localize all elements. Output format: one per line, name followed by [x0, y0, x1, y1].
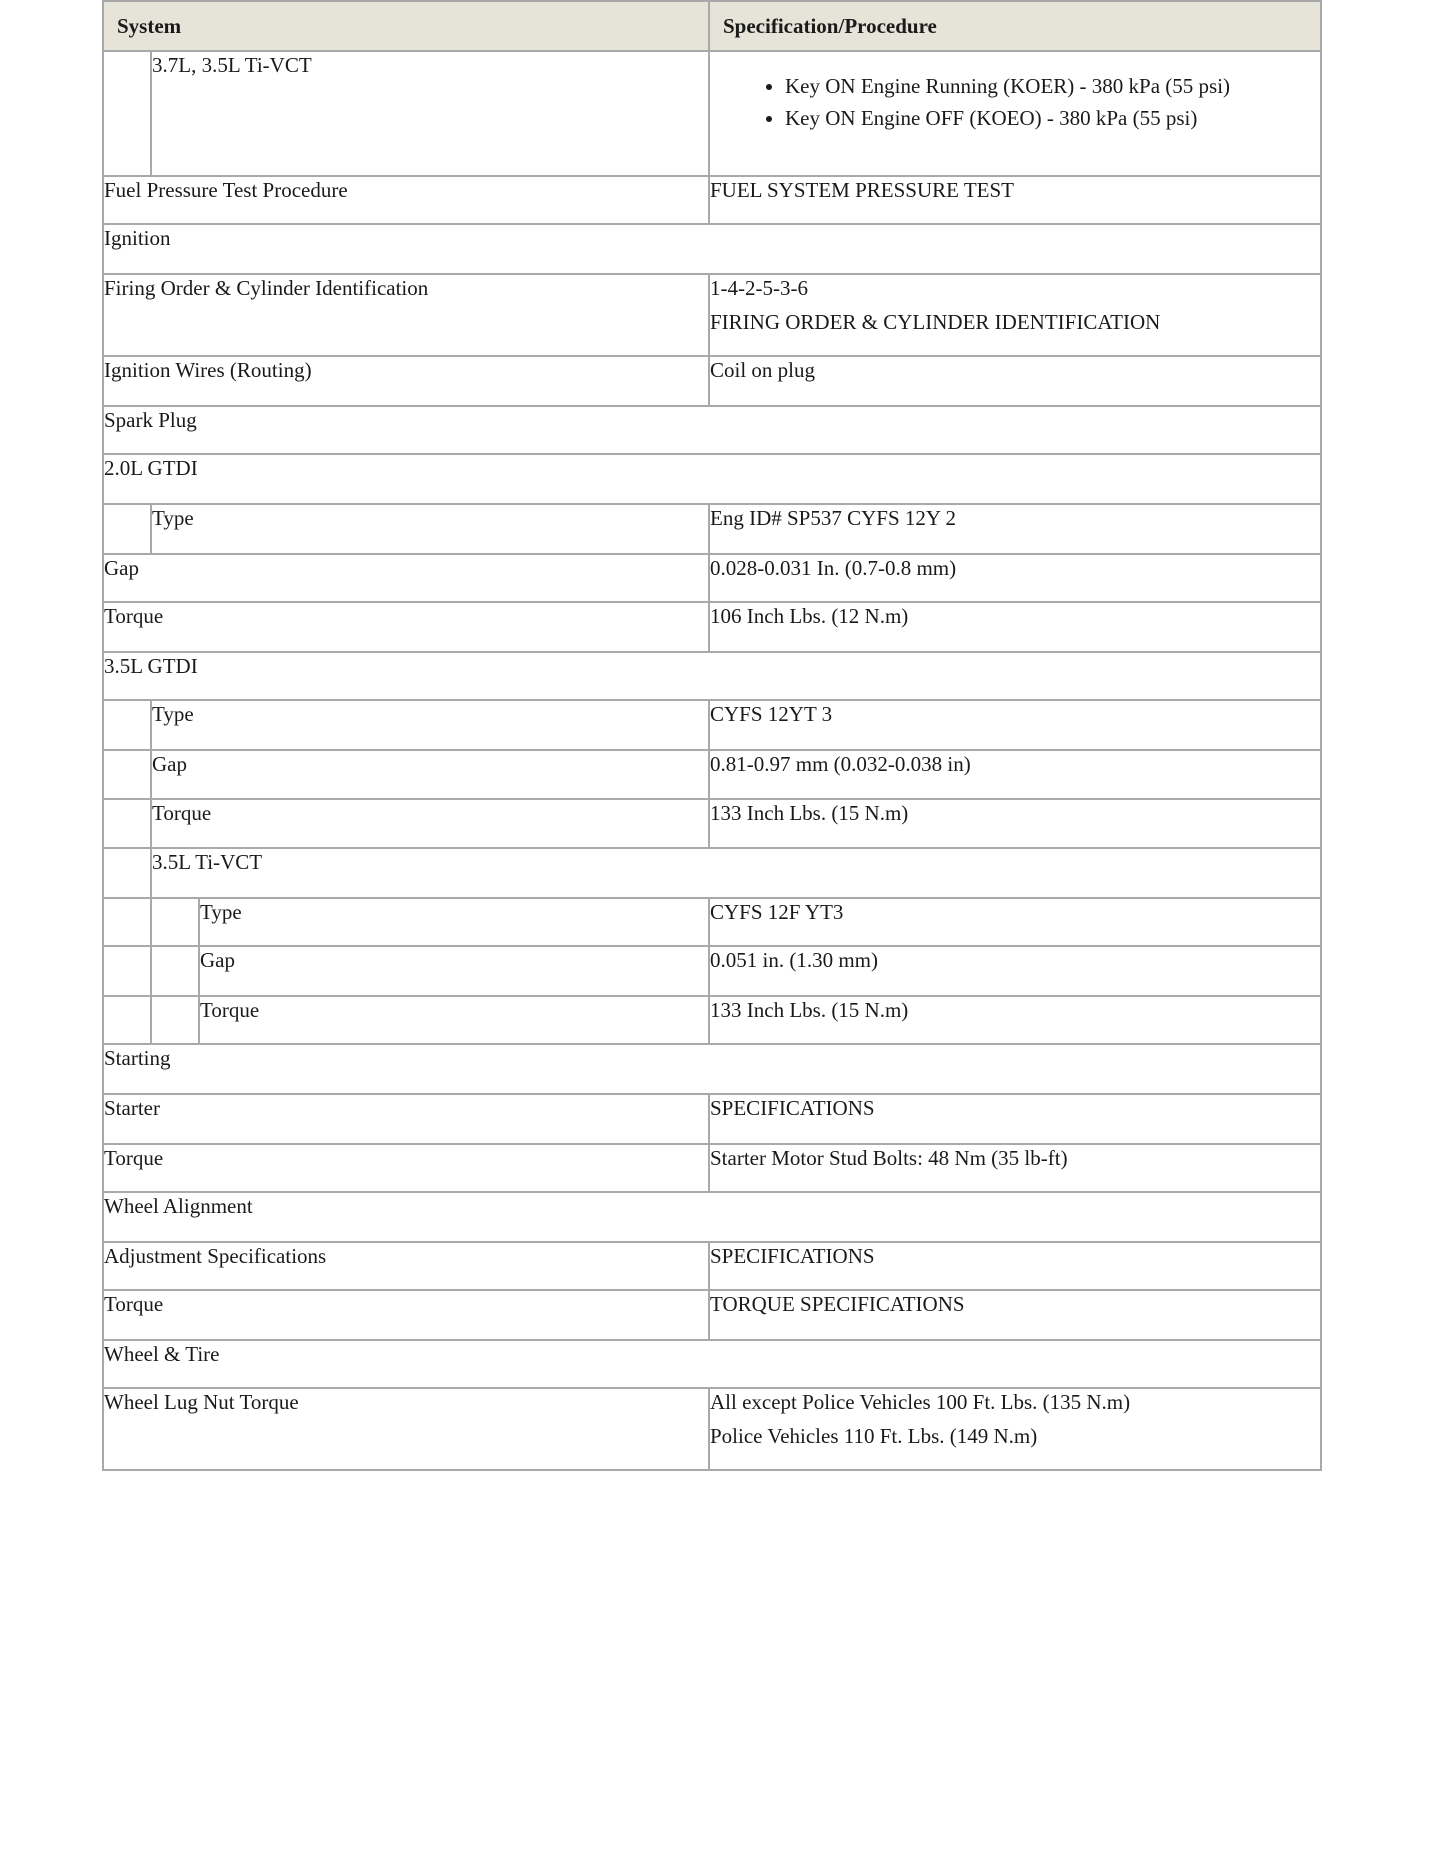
section-row-starting	[103, 1044, 1321, 1094]
spec-label: Type	[151, 504, 709, 554]
table-row	[103, 176, 1321, 224]
adjustment-label: Adjustment Specifications	[103, 1242, 709, 1290]
alignment-torque-link[interactable]: TORQUE SPECIFICATIONS	[709, 1290, 1321, 1340]
table-row	[103, 504, 1321, 554]
table-row	[103, 799, 1321, 848]
section-title: Spark Plug	[103, 406, 1321, 454]
starter-label: Starter	[103, 1094, 709, 1144]
spec-value: 106 Inch Lbs. (12 N.m)	[709, 602, 1321, 652]
table-row	[103, 1242, 1321, 1290]
table-row	[103, 946, 1321, 996]
firing-order-value	[709, 274, 1321, 356]
starter-torque-label: Torque	[103, 1144, 709, 1192]
engine-label: 2.0L GTDI	[103, 454, 1321, 504]
table-row	[103, 700, 1321, 750]
fuel-test-procedure-link[interactable]: FUEL SYSTEM PRESSURE TEST	[709, 176, 1321, 224]
table-row	[103, 602, 1321, 652]
engine-label: 3.5L Ti-VCT	[151, 848, 1321, 898]
alignment-torque-label: Torque	[103, 1290, 709, 1340]
list-item: • Key ON Engine Running (KOER) - 380 kPa (55 psi)	[785, 70, 1320, 102]
spec-label: Gap	[151, 750, 709, 799]
spec-value: CYFS 12F YT3	[709, 898, 1321, 946]
engine-label: 3.7L, 3.5L Ti-VCT	[151, 51, 709, 176]
firing-order-sequence: 1-4-2-5-3-6	[710, 276, 808, 300]
specifications-table	[102, 0, 1322, 1471]
section-title: Ignition	[103, 224, 1321, 274]
firing-order-link[interactable]: FIRING ORDER & CYLINDER IDENTIFICATION	[710, 310, 1161, 334]
adjustment-link[interactable]: SPECIFICATIONS	[709, 1242, 1321, 1290]
spec-value: 133 Inch Lbs. (15 N.m)	[709, 996, 1321, 1044]
lug-nut-values	[709, 1388, 1321, 1470]
table-row	[103, 750, 1321, 799]
table-header-row	[103, 1, 1321, 51]
spec-value: 133 Inch Lbs. (15 N.m)	[709, 799, 1321, 848]
table-row	[103, 356, 1321, 406]
section-title: Wheel Alignment	[103, 1192, 1321, 1242]
header-system: System	[103, 1, 709, 51]
spec-label: Torque	[151, 799, 709, 848]
spec-label: Type	[151, 700, 709, 750]
starter-torque-value: Starter Motor Stud Bolts: 48 Nm (35 lb-ft)	[709, 1144, 1321, 1192]
ignition-wires-label: Ignition Wires (Routing)	[103, 356, 709, 406]
section-title: Wheel & Tire	[103, 1340, 1321, 1388]
header-specification: Specification/Procedure	[709, 1, 1321, 51]
section-row-wheel-alignment	[103, 1192, 1321, 1242]
spec-value: 0.051 in. (1.30 mm)	[709, 946, 1321, 996]
table-row	[103, 554, 1321, 602]
lug-nut-value: Police Vehicles 110 Ft. Lbs. (149 N.m)	[710, 1424, 1038, 1448]
firing-order-label: Firing Order & Cylinder Identification	[103, 274, 709, 356]
spec-label: Gap	[199, 946, 709, 996]
table-row	[103, 51, 1321, 176]
lug-nut-label: Wheel Lug Nut Torque	[103, 1388, 709, 1470]
spec-value: 0.028-0.031 In. (0.7-0.8 mm)	[709, 554, 1321, 602]
section-row-wheel-tire	[103, 1340, 1321, 1388]
table-row	[103, 1094, 1321, 1144]
starter-link[interactable]: SPECIFICATIONS	[709, 1094, 1321, 1144]
list-item: • Key ON Engine OFF (KOEO) - 380 kPa (55 psi)	[785, 102, 1320, 134]
spec-value: 0.81-0.97 mm (0.032-0.038 in)	[709, 750, 1321, 799]
table-row	[103, 274, 1321, 356]
table-row	[103, 848, 1321, 898]
table-row	[103, 1388, 1321, 1470]
table-row	[103, 898, 1321, 946]
spec-label: Torque	[103, 602, 709, 652]
lug-nut-value: All except Police Vehicles 100 Ft. Lbs. (135 N.m)	[710, 1390, 1131, 1414]
engine-label: 3.5L GTDI	[103, 652, 1321, 700]
spec-label: Gap	[103, 554, 709, 602]
table-row	[103, 652, 1321, 700]
spec-value: CYFS 12YT 3	[709, 700, 1321, 750]
section-title: Starting	[103, 1044, 1321, 1094]
table-row	[103, 454, 1321, 504]
spec-label: Type	[199, 898, 709, 946]
spec-label: Torque	[199, 996, 709, 1044]
spec-value: Eng ID# SP537 CYFS 12Y 2	[709, 504, 1321, 554]
fuel-pressure-values	[709, 51, 1321, 176]
section-row-spark-plug	[103, 406, 1321, 454]
fuel-test-procedure-label: Fuel Pressure Test Procedure	[103, 176, 709, 224]
table-row	[103, 996, 1321, 1044]
ignition-wires-value: Coil on plug	[709, 356, 1321, 406]
table-row	[103, 1144, 1321, 1192]
section-row-ignition	[103, 224, 1321, 274]
table-row	[103, 1290, 1321, 1340]
